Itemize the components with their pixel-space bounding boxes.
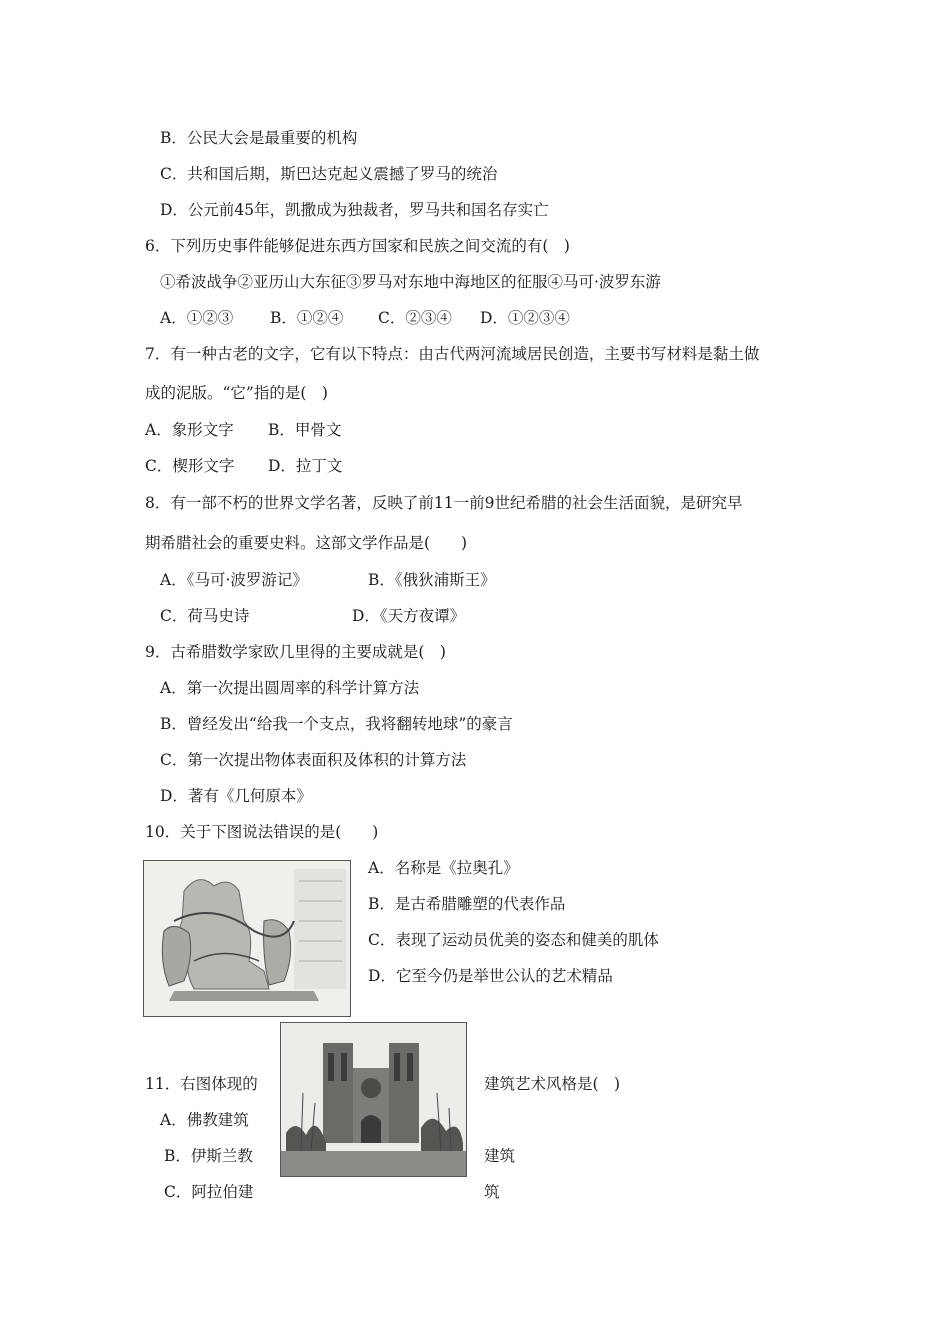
q10-stem: 10．关于下图说法错误的是( ) [145, 823, 379, 841]
q11-option-c-left: C．阿拉伯建 [164, 1183, 254, 1201]
q7-option-d: D．拉丁文 [268, 457, 343, 475]
sculpture-illustration [144, 861, 350, 1016]
laocoon-sculpture-image [143, 860, 351, 1017]
q10-option-a: A．名称是《拉奥孔》 [368, 859, 519, 877]
q10-option-d: D．它至今仍是举世公认的艺术精品 [368, 967, 613, 985]
q6-stem: 6．下列历史事件能够促进东西方国家和民族之间交流的有( ) [145, 237, 570, 255]
q10-option-c: C．表现了运动员优美的姿态和健美的肌体 [368, 931, 659, 949]
q6-option-d: D．①②③④ [480, 309, 570, 327]
q7-option-c: C．楔形文字 [145, 457, 235, 475]
q5-option-c: C．共和国后期，斯巴达克起义震撼了罗马的统治 [160, 165, 498, 183]
cathedral-illustration [281, 1023, 466, 1176]
q5-option-d: D．公元前45年，凯撒成为独裁者，罗马共和国名存实亡 [160, 201, 549, 219]
q6-option-b: B．①②④ [270, 309, 344, 327]
q8-stem-line2: 期希腊社会的重要史料。这部文学作品是( ) [145, 534, 468, 552]
q9-option-c: C．第一次提出物体表面积及体积的计算方法 [160, 751, 467, 769]
q7-stem-line1: 7．有一种古老的文字，它有以下特点：由古代两河流域居民创造，主要书写材料是黏土做 [145, 345, 760, 363]
q9-stem: 9．古希腊数学家欧几里得的主要成就是( ) [145, 643, 446, 661]
q9-option-a: A．第一次提出圆周率的科学计算方法 [160, 679, 420, 697]
q11-option-c-right: 筑 [484, 1183, 500, 1201]
q11-stem-left: 11．右图体现的 [145, 1075, 258, 1093]
q7-option-a: A．象形文字 [145, 421, 234, 439]
q6-items: ①希波战争②亚历山大东征③罗马对东地中海地区的征服④马可·波罗东游 [160, 273, 661, 291]
cathedral-image [280, 1022, 467, 1177]
q8-option-a: A．《马可·波罗游记》 [160, 571, 308, 589]
q8-option-d: D．《天方夜谭》 [352, 607, 466, 625]
q7-option-b: B．甲骨文 [268, 421, 342, 439]
q7-stem-line2: 成的泥版。“它”指的是( ) [145, 384, 328, 402]
q8-option-c: C．荷马史诗 [160, 607, 250, 625]
q8-option-b: B．《俄狄浦斯王》 [368, 571, 496, 589]
q8-stem-line1: 8．有一部不朽的世界文学名著，反映了前11一前9世纪希腊的社会生活面貌，是研究早 [145, 494, 743, 512]
q6-option-c: C．②③④ [378, 309, 452, 327]
q11-option-b-right: 建筑 [484, 1147, 516, 1165]
q9-option-b: B．曾经发出“给我一个支点，我将翻转地球”的豪言 [160, 715, 513, 733]
q9-option-d: D．著有《几何原本》 [160, 787, 312, 805]
q11-stem-right: 建筑艺术风格是( ) [484, 1075, 621, 1093]
q11-option-a: A．佛教建筑 [160, 1111, 249, 1129]
q11-option-b-left: B．伊斯兰教 [164, 1147, 253, 1165]
q10-option-b: B．是古希腊雕塑的代表作品 [368, 895, 566, 913]
q5-option-b: B．公民大会是最重要的机构 [160, 129, 358, 147]
q6-option-a: A．①②③ [160, 309, 234, 327]
